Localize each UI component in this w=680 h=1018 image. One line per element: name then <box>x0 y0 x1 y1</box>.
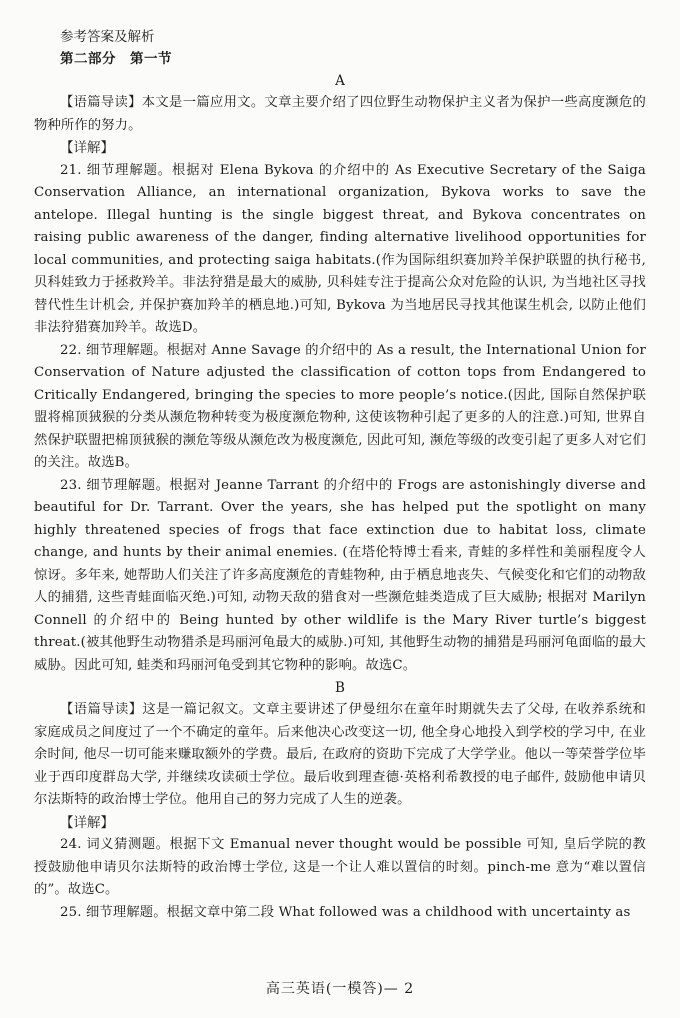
section-b-guide: 【语篇导读】这是一篇记叙文。文章主要讲述了伊曼纽尔在童年时期就失去了父母, 在收养系统和家庭成员之间度过了一个不确定的童年。后来他决心改变这一切, 他全身心地投入到学校的学习中, 在业余时间, 他尽一切可能来赚取额外的学费。最后, 在政府的资助下完成了大学学业。他以一等荣誉学位毕业于西印度群岛大学, 并继续攻读硕士学位。最后收到理查德·英格利希教授的电子邮件, 鼓励他申请贝尔法斯特的政治博士学位。他用自己的努力完成了人生的逆袭。 <box>34 702 646 807</box>
section-a-guide: 【语篇导读】本文是一篇应用文。文章主要介绍了四位野生动物保护主义者为保护一些高度濒危的物种所作的努力。 <box>34 95 646 133</box>
section-b-letter: B <box>335 680 345 696</box>
page-title: 参考答案及解析 <box>60 29 155 45</box>
page-footer: 高三英语(一模答)— 2 <box>265 981 415 997</box>
answer-21: 21. 细节理解题。根据对 Elena Bykova 的介绍中的 As Executive Secretary of the Saiga Conservation Alliance, an international organization, Bykova works to save the antelope. Illegal hunting is the single biggest threat, and Bykova concentrates on raising public awareness of the danger, finding alternative livelihood opportunities for local communities, and protecting saiga habitats.(作为国际组织赛加羚羊保护联盟的执行秘书, 贝科娃致力于拯救羚羊。非法狩猎是最大的威胁, 贝科娃专注于提高公众对危险的认识, 为当地社区寻找替代性生计机会, 并保护赛加羚羊的栖息地.)可知, Bykova 为当地居民寻找其他谋生机会, 以防止他们非法狩猎赛加羚羊。故选D。 <box>34 162 646 335</box>
section-b-detail-label: 【详解】 <box>60 814 114 831</box>
answer-22: 22. 细节理解题。根据对 Anne Savage 的介绍中的 As a result, the International Union for Conservation of Nature adjusted the classification of cotton tops from Endangered to Critically Endangered, bringing the species to more people’s notice.(因此, 国际自然保护联盟将棉顶狨猴的分类从濒危物种转变为极度濒危物种, 这使该物种引起了更多的人的注意.)可知, 世界自然保护联盟把棉顶狨猴的濒危等级从濒危改为极度濒危, 因此可知, 濒危等级的改变引起了更多人对它们的关注。故选B。 <box>34 342 646 470</box>
part-heading: 第二部分 第一节 <box>60 51 172 67</box>
section-a-letter: A <box>335 73 345 89</box>
section-a-detail-label: 【详解】 <box>60 140 114 156</box>
answer-24: 24. 词义猜测题。根据下文 Emanual never thought would be possible 可知, 皇后学院的教授鼓励他申请贝尔法斯特的政治博士学位, 这是一个让人难以置信的时刻。pinch-me 意为“难以置信的”。故选C。 <box>34 837 646 897</box>
answer-23: 23. 细节理解题。根据对 Jeanne Tarrant 的介绍中的 Frogs are astonishingly diverse and beautiful for Dr. Tarrant. Over the years, she has helped put the spotlight on many highly threatened species of frogs that face extinction due to habitat loss, climate change, and hunts by their animal enemies. (在塔伦特博士看来, 青蛙的多样性和美丽程度令人惊讶。多年来, 她帮助人们关注了许多高度濒危的青蛙物种, 由于栖息地丧失、气候变化和它们的动物敌人的捕猎, 这些青蛙面临灭绝.)可知, 动物天敌的猎食对一些濒危蛙类造成了巨大威胁; 根据对 Marilyn Connell 的介绍中的 Being hunted by other wildlife is the Mary River turtle’s biggest threat.(被其他野生动物猎杀是玛丽河龟最大的威胁.)可知, 其他野生动物的捕猎是玛丽河龟面临的最大威胁。因此可知, 蛙类和玛丽河龟受到其它物种的影响。故选C。 <box>34 477 646 673</box>
answer-25: 25. 细节理解题。根据文章中第二段 What followed was a childhood with uncertainty as <box>60 904 631 920</box>
